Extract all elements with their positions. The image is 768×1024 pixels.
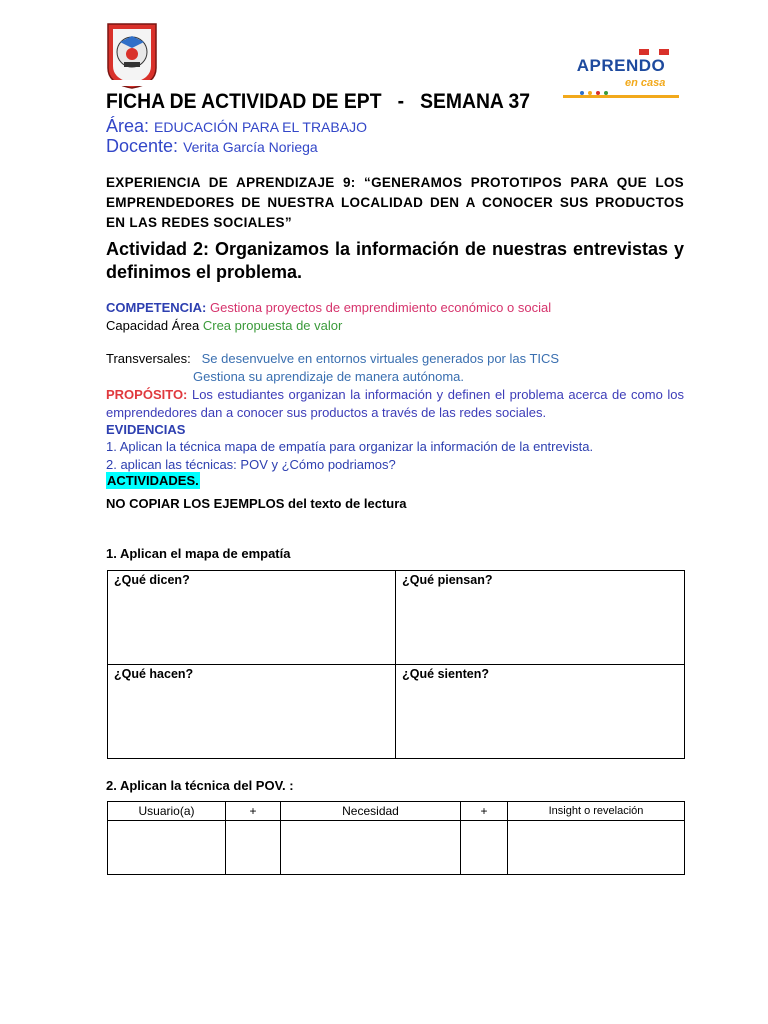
empathy-cell-piensan[interactable] <box>396 571 685 665</box>
empathy-cell-label: ¿Qué sienten? <box>402 667 489 681</box>
transversal-item-2: Gestiona su aprendizaje de manera autónoma. <box>193 369 465 384</box>
empathy-cell-dicen[interactable] <box>108 571 396 665</box>
evidencia-1: 1. Aplican la técnica mapa de empatía para organizar la información de la entrevista. <box>106 439 594 454</box>
competencia-line <box>106 299 551 317</box>
logo-text: APRENDO <box>576 56 666 75</box>
docente-line: Docente: Verita García Noriega <box>106 136 318 156</box>
pov-cell-plus-2[interactable] <box>461 821 508 875</box>
pov-cell-insight[interactable] <box>508 821 685 875</box>
pov-header-plus-1: + <box>226 802 281 821</box>
capacidad-value: Crea propuesta de valor <box>202 318 343 333</box>
pov-header-plus-2: + <box>461 802 508 821</box>
empatia-heading: 1. Aplican el mapa de empatía <box>106 546 291 561</box>
pov-cell-usuario[interactable] <box>108 821 226 875</box>
logo-subtext: en casa <box>625 77 666 89</box>
pov-heading: 2. Aplican la técnica del POV. : <box>106 778 294 793</box>
logo-dots <box>580 82 624 86</box>
pov-header-usuario: Usuario(a) <box>108 802 226 821</box>
empathy-map-table <box>107 570 685 759</box>
empathy-cell-sienten[interactable] <box>396 665 685 759</box>
area-line: Área: EDUCACIÓN PARA EL TRABAJO <box>106 116 367 136</box>
experiencia-aprendizaje: EXPERIENCIA DE APRENDIZAJE 9: “GENERAMOS PROTOTIPOS PARA QUE LOS EMPRENDEDORES DE NUESTRA LOCALIDAD DEN A CONOCER SUS PRODUCTOS EN LAS REDES SOCIALES” <box>106 175 684 230</box>
transversales-label: Transversales: <box>106 351 191 366</box>
actividades-label: ACTIVIDADES. <box>107 473 199 488</box>
pov-table <box>107 801 685 875</box>
area-label: Área <box>106 116 145 136</box>
aprendo-en-casa-logo <box>563 40 679 98</box>
capacidad-label: Capacidad Área <box>106 318 200 333</box>
school-crest-logo <box>106 22 158 90</box>
logo-bar <box>563 95 679 98</box>
empathy-cell-label: ¿Qué piensan? <box>402 573 493 587</box>
capacidad-line <box>106 317 342 335</box>
actividad-title: Actividad 2: Organizamos la información de nuestras entrevistas y definimos el problema. <box>106 239 684 282</box>
page-title: FICHA DE ACTIVIDAD DE EPT - SEMANA 37 <box>106 90 531 113</box>
competencia-value: Gestiona proyectos de emprendimiento económico o social <box>210 300 552 315</box>
competencia-label: COMPETENCIA: <box>106 300 207 315</box>
pov-cell-plus-1[interactable] <box>226 821 281 875</box>
proposito-paragraph <box>106 386 684 421</box>
empathy-cell-label: ¿Qué hacen? <box>114 667 194 681</box>
docente-value: Verita García Noriega <box>183 139 318 155</box>
empathy-cell-hacen[interactable] <box>108 665 396 759</box>
pov-cell-necesidad[interactable] <box>281 821 461 875</box>
transversal-item-1: Se desenvuelve en entornos virtuales generados por las TICS <box>201 351 560 366</box>
docente-label: Docente <box>106 136 174 156</box>
empathy-cell-label: ¿Qué dicen? <box>114 573 190 587</box>
proposito-value: Los estudiantes organizan la información y definen el problema acerca de como los emprendedores dan a conocer sus productos a través de las redes sociales. <box>106 387 684 420</box>
transversales-line <box>106 350 559 368</box>
proposito-label: PROPÓSITO: <box>106 387 188 402</box>
evidencia-2: 2. aplican las técnicas: POV y ¿Cómo podriamos? <box>106 457 396 472</box>
pov-header-necesidad: Necesidad <box>281 802 461 821</box>
area-value: EDUCACIÓN PARA EL TRABAJO <box>154 119 367 135</box>
pov-header-insight: Insight o revelación <box>508 802 685 821</box>
no-copiar-note: NO COPIAR LOS EJEMPLOS del texto de lectura <box>106 496 407 511</box>
evidencias-label: EVIDENCIAS <box>106 422 186 437</box>
flag-icon <box>639 42 669 48</box>
